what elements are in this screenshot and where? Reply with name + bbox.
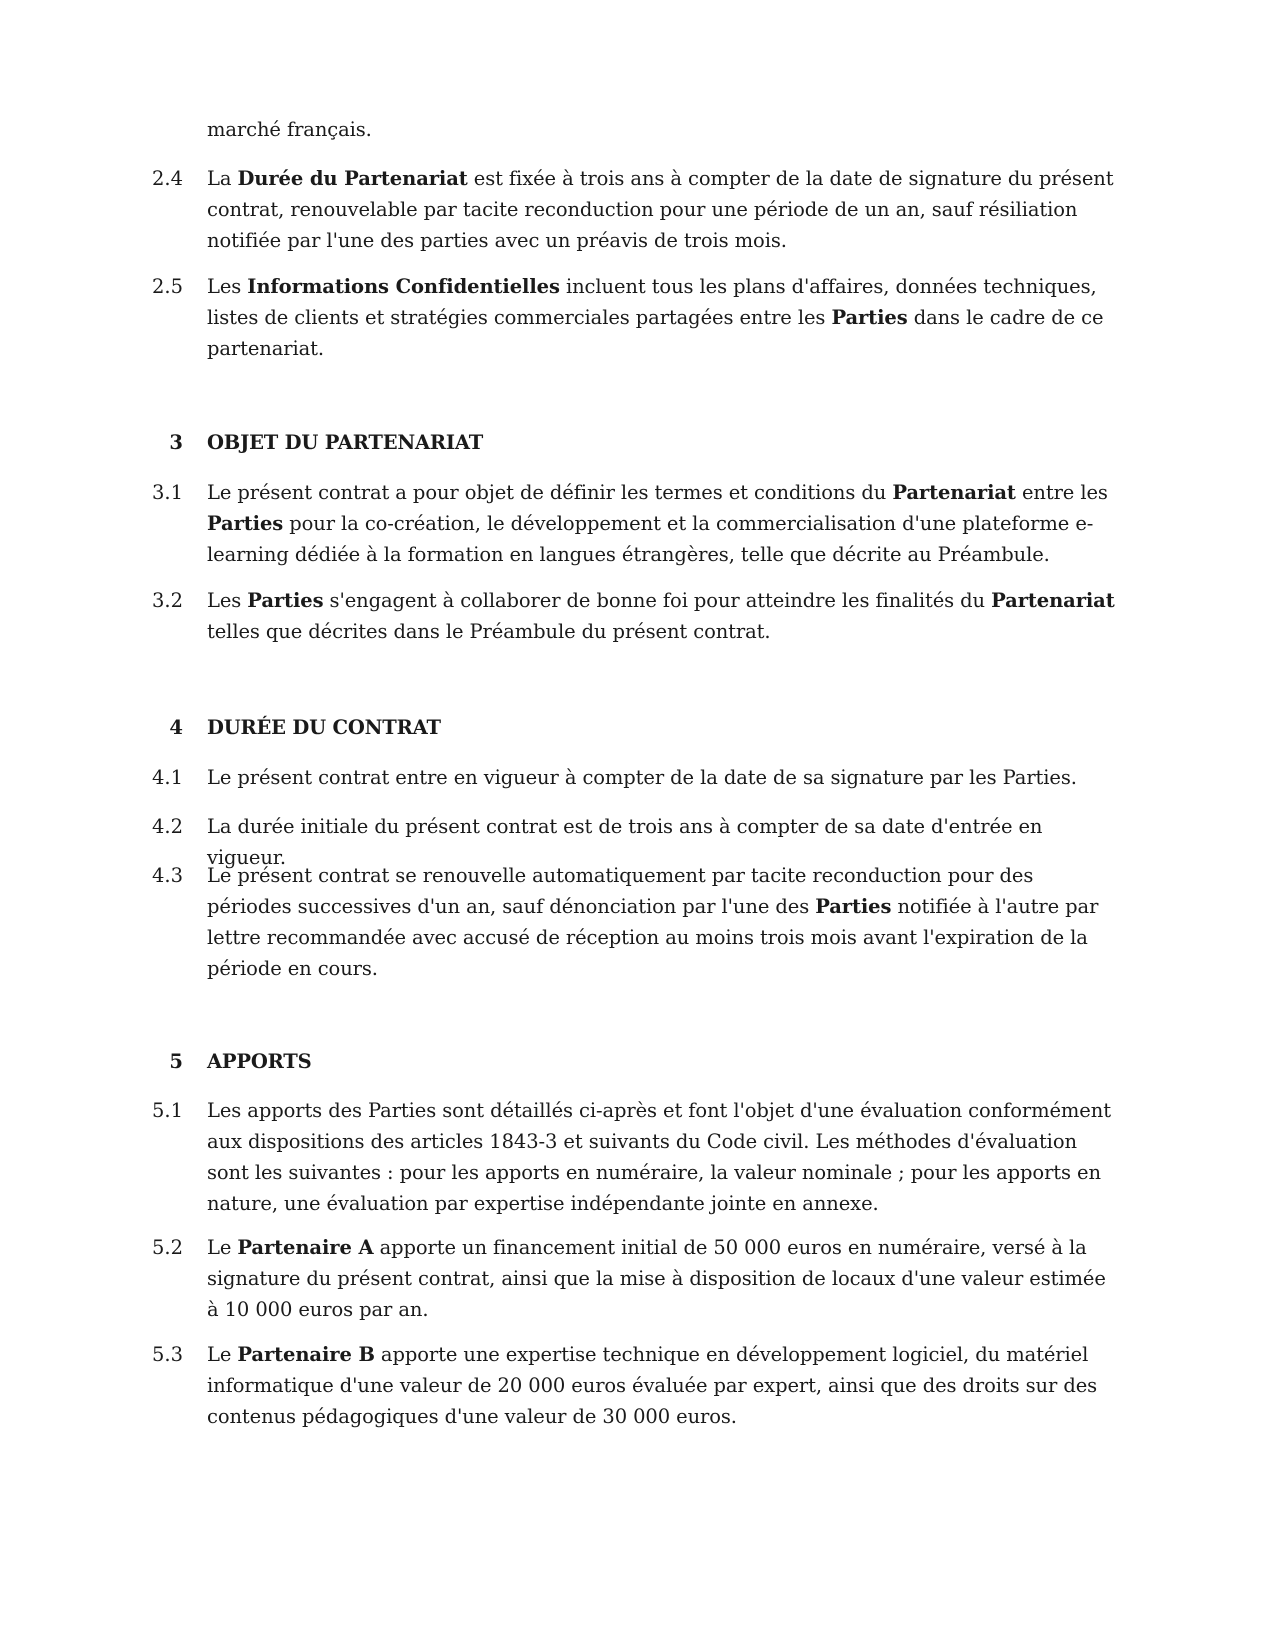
clause-number: 3.1	[151, 481, 183, 504]
section-title: DURÉE DU CONTRAT	[207, 716, 441, 739]
clause-number: 5.3	[151, 1343, 183, 1366]
defined-term: Parties	[247, 589, 324, 612]
defined-term: Parties	[815, 895, 892, 918]
continuation-text: marché français.	[207, 118, 372, 141]
section-title: OBJET DU PARTENARIAT	[207, 431, 484, 454]
defined-term: Partenaire B	[237, 1343, 375, 1366]
clause-5-2: Le Partenaire A apporte un financement initial de 50 000 euros en numéraire, versé à la signature du présent contrat, ainsi que la mise à disposition de locaux d'une valeur estimée à 10 000 euros par an.	[207, 1236, 1106, 1321]
clause-4-3: Le présent contrat se renouvelle automatiquement par tacite reconduction pour des périodes successives d'un an, sauf dénonciation par l'une des Parties notifiée à l'autre par lettre recommandée avec accusé de réception au moins trois mois avant l'expiration de la période en cours.	[207, 864, 1099, 980]
section-number: 3	[169, 431, 183, 454]
section-title: APPORTS	[207, 1050, 312, 1073]
clause-number: 4.2	[151, 815, 183, 838]
clause-number: 4.1	[151, 766, 183, 789]
clause-5-1: Les apports des Parties sont détaillés ci-après et font l'objet d'une évaluation conformément aux dispositions des articles 1843-3 et suivants du Code civil. Les méthodes d'évaluation sont les suivantes : pour les apports en numéraire, la valeur nominale ; pour les apports en nature, une évaluation par expertise indépendante jointe en annexe.	[207, 1099, 1111, 1215]
clause-number: 5.1	[151, 1099, 183, 1122]
clause-number: 3.2	[151, 589, 183, 612]
defined-term: Partenariat	[892, 481, 1016, 504]
clause-3-1: Le présent contrat a pour objet de définir les termes et conditions du Partenariat entre les Parties pour la co-création, le développement et la commercialisation d'une plateforme e-learning dédiée à la formation en langues étrangères, telle que décrite au Préambule.	[207, 481, 1108, 566]
section-number: 4	[169, 716, 183, 739]
clause-number: 5.2	[151, 1236, 183, 1259]
defined-term: Partenaire A	[237, 1236, 374, 1259]
clause-number: 2.5	[151, 275, 183, 298]
clause-2-5: Les Informations Confidentielles incluent tous les plans d'affaires, données techniques, listes de clients et stratégies commerciales partagées entre les Parties dans le cadre de ce partenariat.	[207, 275, 1104, 360]
clause-4-2: La durée initiale du présent contrat est de trois ans à compter de sa date d'entrée en vigueur.	[207, 815, 1043, 869]
defined-term: Durée du Partenariat	[237, 167, 468, 190]
clause-number: 4.3	[151, 864, 183, 887]
defined-term: Informations Confidentielles	[247, 275, 560, 298]
defined-term: Parties	[207, 512, 284, 535]
section-number: 5	[169, 1050, 183, 1073]
defined-term: Partenariat	[991, 589, 1115, 612]
clause-number: 2.4	[151, 167, 183, 190]
clause-5-3: Le Partenaire B apporte une expertise technique en développement logiciel, du matériel informatique d'une valeur de 20 000 euros évaluée par expert, ainsi que des droits sur des contenus pédagogiques d'une valeur de 30 000 euros.	[207, 1343, 1098, 1428]
clause-2-4: La Durée du Partenariat est fixée à trois ans à compter de la date de signature du présent contrat, renouvelable par tacite reconduction pour une période de un an, sauf résiliation notifiée par l'une des parties avec un préavis de trois mois.	[207, 167, 1114, 252]
clause-3-2: Les Parties s'engagent à collaborer de bonne foi pour atteindre les finalités du Partenariat telles que décrites dans le Préambule du présent contrat.	[207, 589, 1115, 643]
defined-term: Parties	[831, 306, 908, 329]
clause-4-1: Le présent contrat entre en vigueur à compter de la date de sa signature par les Parties.	[207, 766, 1077, 789]
